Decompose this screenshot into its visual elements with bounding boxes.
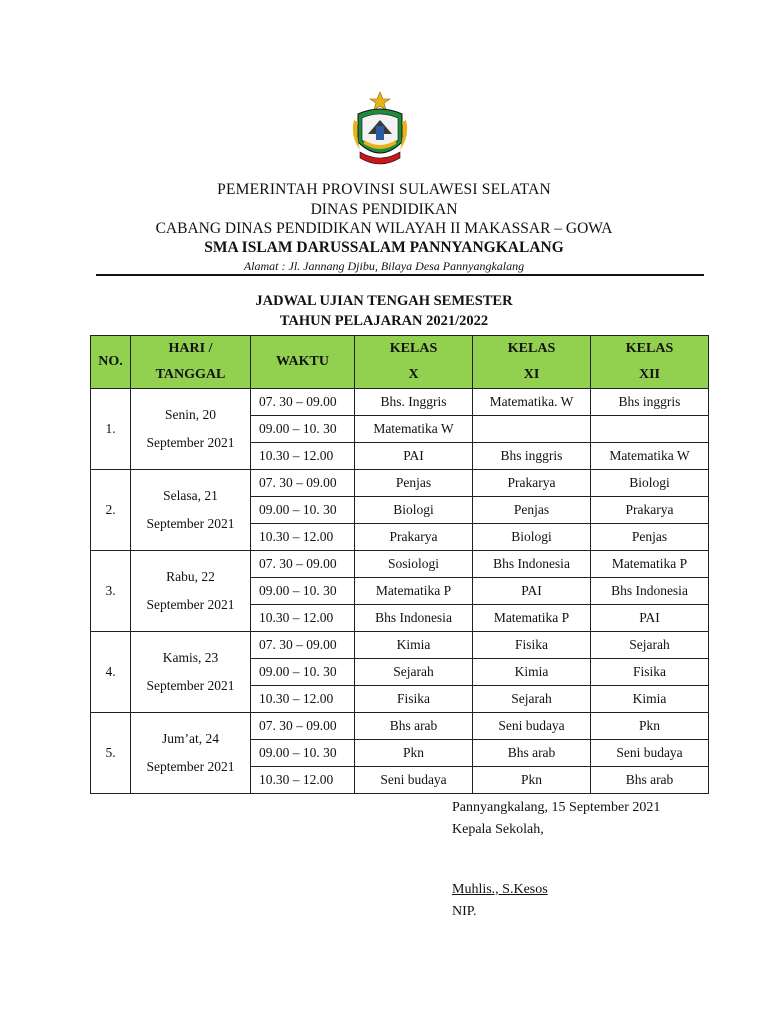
class-xi-subject: Sejarah (473, 686, 591, 713)
row-number: 1. (91, 389, 131, 470)
day-name: Jum’at, 24 (162, 731, 219, 746)
header-class-label: KELAS (389, 341, 438, 356)
day-date: September 2021 (146, 597, 235, 612)
time-slot: 07. 30 – 09.00 (251, 713, 355, 740)
class-x-subject: Fisika (355, 686, 473, 713)
header-no: NO. (91, 336, 131, 389)
day-date: September 2021 (146, 759, 235, 774)
class-x-subject: Sosiologi (355, 551, 473, 578)
table-row (91, 713, 709, 740)
document-subtitle: TAHUN PELAJARAN 2021/2022 (279, 313, 489, 329)
row-number: 3. (91, 551, 131, 632)
class-xi-subject: Penjas (473, 497, 591, 524)
class-xi-subject: PAI (473, 578, 591, 605)
class-xi-subject: Matematika P (473, 605, 591, 632)
class-x-subject: Matematika P (355, 578, 473, 605)
day-date-cell (131, 389, 251, 470)
class-x-subject: Prakarya (355, 524, 473, 551)
row-number: 2. (91, 470, 131, 551)
day-name: Senin, 20 (164, 407, 216, 422)
row-number: 4. (91, 632, 131, 713)
class-xii-subject: Bhs arab (591, 767, 709, 794)
time-slot: 09.00 – 10. 30 (251, 659, 355, 686)
header-class-code: XI (523, 367, 540, 382)
day-date: September 2021 (146, 678, 235, 693)
day-name: Rabu, 22 (166, 569, 215, 584)
class-x-subject: Seni budaya (355, 767, 473, 794)
class-xii-subject: Bhs Indonesia (591, 578, 709, 605)
day-date-cell (131, 470, 251, 551)
letterhead-line-3: CABANG DINAS PENDIDIKAN WILAYAH II MAKASSAR – GOWA (155, 220, 613, 237)
table-header-row (91, 336, 709, 389)
header-class-code: XII (638, 367, 660, 382)
class-xi-subject: Fisika (473, 632, 591, 659)
letterhead-line-2: DINAS PENDIDIKAN (310, 201, 458, 218)
class-xi-subject: Prakarya (473, 470, 591, 497)
day-date: September 2021 (146, 516, 235, 531)
class-x-subject: Bhs. Inggris (355, 389, 473, 416)
signature-nip: NIP. (452, 904, 477, 919)
class-x-subject: Bhs Indonesia (355, 605, 473, 632)
time-slot: 10.30 – 12.00 (251, 443, 355, 470)
class-xii-subject: Pkn (591, 713, 709, 740)
class-x-subject: Matematika W (355, 416, 473, 443)
class-x-subject: Biologi (355, 497, 473, 524)
header-class-code: X (408, 367, 419, 382)
header-date: TANGGAL (155, 367, 226, 382)
class-xii-subject: Prakarya (591, 497, 709, 524)
time-slot: 10.30 – 12.00 (251, 767, 355, 794)
signature-place-date: Pannyangkalang, 15 September 2021 (452, 800, 661, 815)
class-x-subject: PAI (355, 443, 473, 470)
time-slot: 10.30 – 12.00 (251, 605, 355, 632)
class-xi-subject: Bhs inggris (473, 443, 591, 470)
class-xii-subject: Seni budaya (591, 740, 709, 767)
class-xi-subject: Seni budaya (473, 713, 591, 740)
table-row (91, 632, 709, 659)
class-x-subject: Bhs arab (355, 713, 473, 740)
class-xii-subject: Biologi (591, 470, 709, 497)
time-slot: 09.00 – 10. 30 (251, 740, 355, 767)
exam-schedule-table (90, 335, 709, 794)
row-number: 5. (91, 713, 131, 794)
class-xii-subject: Sejarah (591, 632, 709, 659)
header-day-date (131, 336, 251, 389)
class-xii-subject: Bhs inggris (591, 389, 709, 416)
day-date-cell (131, 551, 251, 632)
class-xii-subject: Kimia (591, 686, 709, 713)
class-x-subject: Pkn (355, 740, 473, 767)
day-name: Kamis, 23 (162, 650, 219, 665)
day-date-cell (131, 713, 251, 794)
class-xii-subject: Penjas (591, 524, 709, 551)
table-row (91, 470, 709, 497)
header-time: WAKTU (251, 336, 355, 389)
class-xii-subject: Matematika W (591, 443, 709, 470)
class-x-subject: Kimia (355, 632, 473, 659)
document-title: JADWAL UJIAN TENGAH SEMESTER (255, 293, 513, 309)
school-address: Alamat : Jl. Jannang Djibu, Bilaya Desa Pannyangkalang (243, 259, 525, 273)
time-slot: 09.00 – 10. 30 (251, 416, 355, 443)
header-class-label: KELAS (625, 341, 674, 356)
signature-name: Muhlis., S.Kesos (452, 882, 548, 897)
time-slot: 09.00 – 10. 30 (251, 578, 355, 605)
class-xii-subject: PAI (591, 605, 709, 632)
letterhead-line-1: PEMERINTAH PROVINSI SULAWESI SELATAN (217, 181, 551, 198)
class-xii-subject: Matematika P (591, 551, 709, 578)
day-date: September 2021 (146, 435, 235, 450)
class-x-subject: Sejarah (355, 659, 473, 686)
table-row (91, 389, 709, 416)
class-x-subject: Penjas (355, 470, 473, 497)
time-slot: 10.30 – 12.00 (251, 686, 355, 713)
provincial-emblem-icon (348, 90, 412, 170)
class-xi-subject: Pkn (473, 767, 591, 794)
school-name: SMA ISLAM DARUSSALAM PANNYANGKALANG (204, 239, 564, 256)
class-xi-subject: Matematika. W (473, 389, 591, 416)
header-day: HARI / (168, 341, 213, 356)
day-name: Selasa, 21 (163, 488, 218, 503)
class-xi-subject: Bhs Indonesia (473, 551, 591, 578)
header-class-xii (591, 336, 709, 389)
header-class-label: KELAS (507, 341, 556, 356)
time-slot: 07. 30 – 09.00 (251, 470, 355, 497)
class-xi-subject: Kimia (473, 659, 591, 686)
time-slot: 10.30 – 12.00 (251, 524, 355, 551)
class-xi-subject: Bhs arab (473, 740, 591, 767)
header-class-xi (473, 336, 591, 389)
header-class-x (355, 336, 473, 389)
class-xi-subject (473, 416, 591, 443)
time-slot: 09.00 – 10. 30 (251, 497, 355, 524)
day-date-cell (131, 632, 251, 713)
time-slot: 07. 30 – 09.00 (251, 551, 355, 578)
table-row (91, 551, 709, 578)
time-slot: 07. 30 – 09.00 (251, 389, 355, 416)
class-xi-subject: Biologi (473, 524, 591, 551)
class-xii-subject (591, 416, 709, 443)
signature-role: Kepala Sekolah, (452, 822, 544, 837)
letterhead-divider (96, 274, 704, 276)
class-xii-subject: Fisika (591, 659, 709, 686)
time-slot: 07. 30 – 09.00 (251, 632, 355, 659)
